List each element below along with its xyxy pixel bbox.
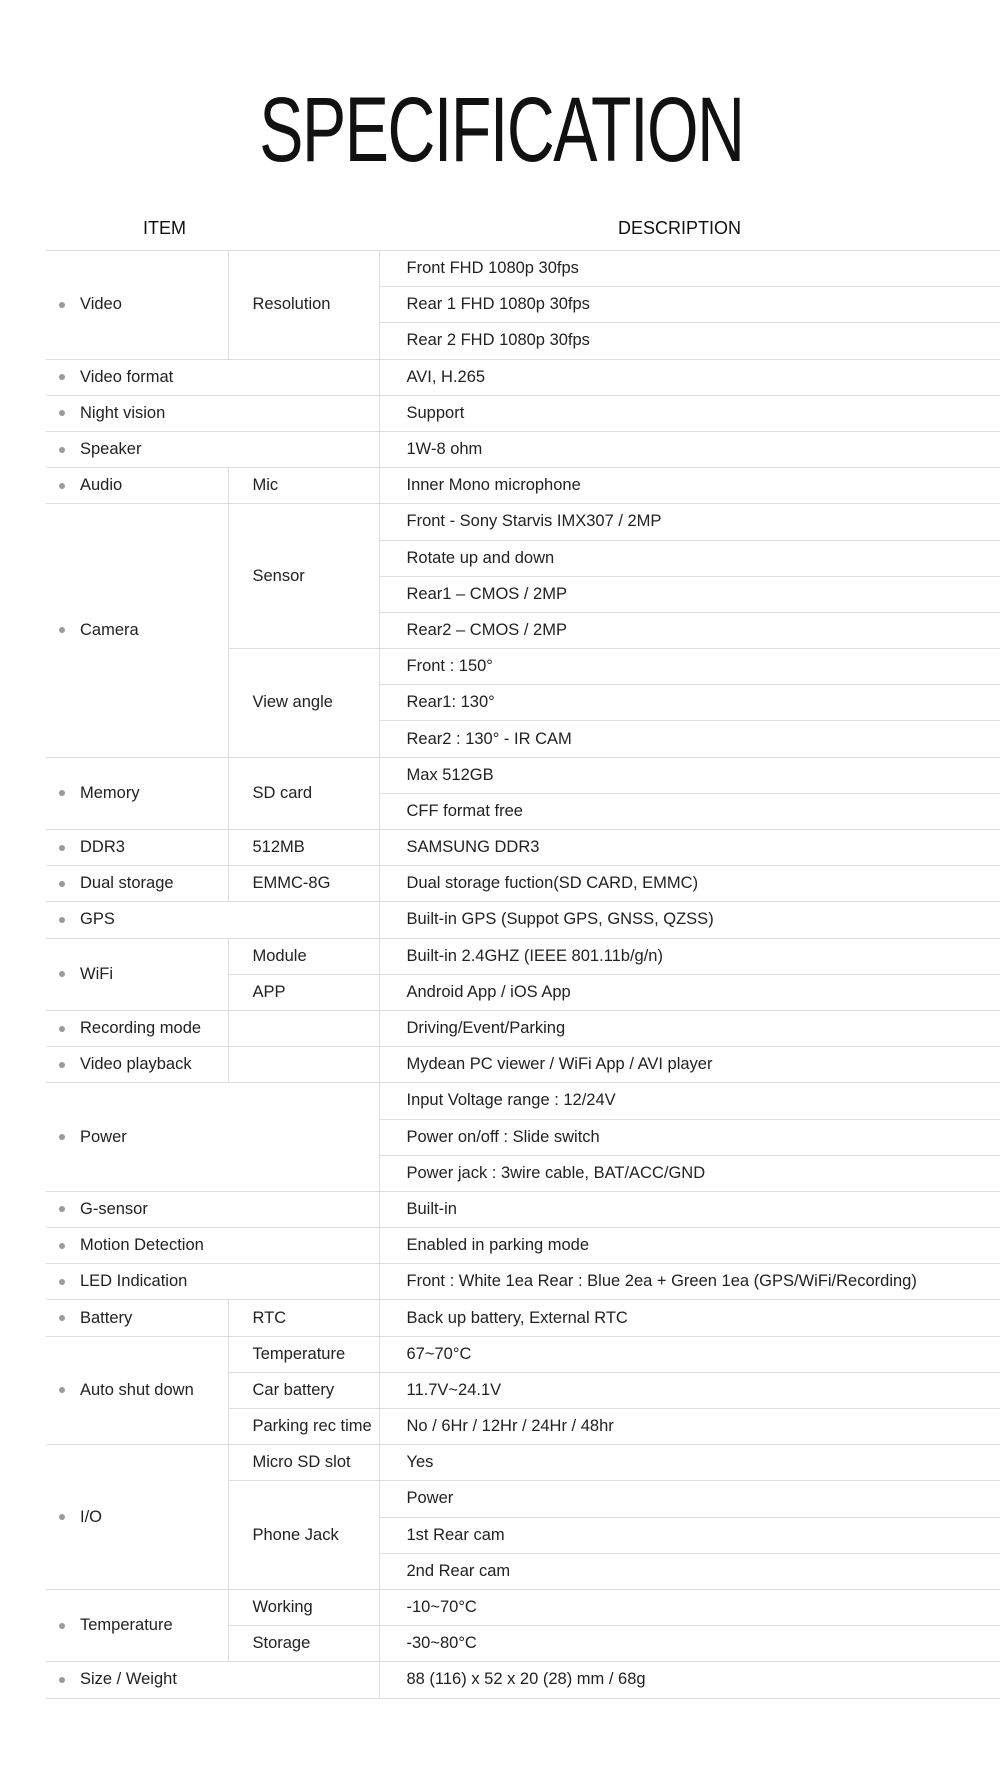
spec-item-label: Video	[46, 251, 228, 360]
spec-description: Inner Mono microphone	[379, 468, 1000, 504]
spec-description: Front - Sony Starvis IMX307 / 2MP	[379, 504, 1000, 540]
table-row	[46, 1047, 1000, 1083]
spec-description: Power on/off : Slide switch	[379, 1119, 1000, 1155]
spec-subitem-label: View angle	[228, 649, 379, 758]
spec-description: Max 512GB	[379, 757, 1000, 793]
spec-description: Power	[379, 1481, 1000, 1517]
spec-description: Rear1 – CMOS / 2MP	[379, 576, 1000, 612]
description-column-header: DESCRIPTION	[618, 218, 742, 238]
table-row	[46, 1589, 1000, 1625]
spec-description: Front : 150°	[379, 649, 1000, 685]
spec-item-label: Video format	[46, 359, 379, 395]
spec-description: 1W-8 ohm	[379, 431, 1000, 467]
spec-description: SAMSUNG DDR3	[379, 830, 1000, 866]
spec-subitem-label: Module	[228, 938, 379, 974]
spec-item-label: GPS	[46, 902, 379, 938]
spec-item-label: G-sensor	[46, 1191, 379, 1227]
spec-description: 1st Rear cam	[379, 1517, 1000, 1553]
spec-subitem-label: 512MB	[228, 830, 379, 866]
spec-subitem-label: Temperature	[228, 1336, 379, 1372]
spec-item-label: Memory	[46, 757, 228, 829]
specification-table	[46, 250, 1000, 1699]
spec-description: 88 (116) x 52 x 20 (28) mm / 68g	[379, 1662, 1000, 1698]
spec-description: Rotate up and down	[379, 540, 1000, 576]
spec-description: Front : White 1ea Rear : Blue 2ea + Green 1ea (GPS/WiFi/Recording)	[379, 1264, 1000, 1300]
spec-description: Rear1: 130°	[379, 685, 1000, 721]
spec-description: 11.7V~24.1V	[379, 1372, 1000, 1408]
spec-subitem-label: Working	[228, 1589, 379, 1625]
spec-subitem-label: Sensor	[228, 504, 379, 649]
spec-description: Built-in	[379, 1191, 1000, 1227]
table-row	[46, 395, 1000, 431]
table-row	[46, 1264, 1000, 1300]
spec-item-label: Audio	[46, 468, 228, 504]
spec-description: Rear2 – CMOS / 2MP	[379, 612, 1000, 648]
spec-subitem-label: Parking rec time	[228, 1409, 379, 1445]
item-column-header: ITEM	[143, 218, 186, 238]
spec-item-label: Video playback	[46, 1047, 228, 1083]
table-row	[46, 504, 1000, 540]
table-row	[46, 902, 1000, 938]
spec-description: Mydean PC viewer / WiFi App / AVI player	[379, 1047, 1000, 1083]
spec-item-label: WiFi	[46, 938, 228, 1010]
spec-subitem-label	[228, 1047, 379, 1083]
table-row	[46, 359, 1000, 395]
spec-description: Yes	[379, 1445, 1000, 1481]
spec-description: AVI, H.265	[379, 359, 1000, 395]
spec-subitem-label: Mic	[228, 468, 379, 504]
spec-description: Rear2 : 130° - IR CAM	[379, 721, 1000, 757]
spec-item-label: Size / Weight	[46, 1662, 379, 1698]
spec-subitem-label: Storage	[228, 1626, 379, 1662]
spec-description: Dual storage fuction(SD CARD, EMMC)	[379, 866, 1000, 902]
spec-subitem-label: Micro SD slot	[228, 1445, 379, 1481]
spec-subitem-label: Phone Jack	[228, 1481, 379, 1590]
table-row	[46, 1336, 1000, 1372]
spec-description: Power jack : 3wire cable, BAT/ACC/GND	[379, 1155, 1000, 1191]
spec-item-label: Motion Detection	[46, 1228, 379, 1264]
spec-description: Built-in 2.4GHZ (IEEE 801.11b/g/n)	[379, 938, 1000, 974]
table-row	[46, 251, 1000, 287]
table-row	[46, 1191, 1000, 1227]
spec-description: CFF format free	[379, 793, 1000, 829]
spec-item-label: Camera	[46, 504, 228, 757]
spec-item-label: Battery	[46, 1300, 228, 1336]
spec-subitem-label: APP	[228, 974, 379, 1010]
table-row	[46, 1083, 1000, 1119]
spec-description: -30~80°C	[379, 1626, 1000, 1662]
spec-subitem-label: EMMC-8G	[228, 866, 379, 902]
specification-table-body	[46, 251, 1000, 1699]
table-row	[46, 938, 1000, 974]
spec-subitem-label	[228, 1010, 379, 1046]
spec-description: No / 6Hr / 12Hr / 24Hr / 48hr	[379, 1409, 1000, 1445]
table-row	[46, 757, 1000, 793]
spec-description: Input Voltage range : 12/24V	[379, 1083, 1000, 1119]
table-row	[46, 1662, 1000, 1698]
spec-description: Front FHD 1080p 30fps	[379, 251, 1000, 287]
spec-description: Android App / iOS App	[379, 974, 1000, 1010]
spec-item-label: Power	[46, 1083, 379, 1192]
spec-item-label: Dual storage	[46, 866, 228, 902]
table-row	[46, 1445, 1000, 1481]
table-row	[46, 468, 1000, 504]
spec-description: -10~70°C	[379, 1589, 1000, 1625]
page-title: SPECIFICATION	[259, 79, 744, 181]
spec-description: 2nd Rear cam	[379, 1553, 1000, 1589]
spec-description: Back up battery, External RTC	[379, 1300, 1000, 1336]
table-row	[46, 1300, 1000, 1336]
table-row	[46, 830, 1000, 866]
spec-item-label: LED Indication	[46, 1264, 379, 1300]
spec-subitem-label: Car battery	[228, 1372, 379, 1408]
spec-item-label: Night vision	[46, 395, 379, 431]
table-row	[46, 431, 1000, 467]
spec-description: Rear 1 FHD 1080p 30fps	[379, 287, 1000, 323]
spec-item-label: Temperature	[46, 1589, 228, 1661]
spec-subitem-label: RTC	[228, 1300, 379, 1336]
table-row	[46, 866, 1000, 902]
spec-description: Built-in GPS (Suppot GPS, GNSS, QZSS)	[379, 902, 1000, 938]
table-row	[46, 1010, 1000, 1046]
spec-subitem-label: Resolution	[228, 251, 379, 360]
spec-description: 67~70°C	[379, 1336, 1000, 1372]
spec-item-label: Speaker	[46, 431, 379, 467]
spec-description: Rear 2 FHD 1080p 30fps	[379, 323, 1000, 359]
spec-subitem-label: SD card	[228, 757, 379, 829]
spec-description: Driving/Event/Parking	[379, 1010, 1000, 1046]
spec-item-label: DDR3	[46, 830, 228, 866]
spec-item-label: I/O	[46, 1445, 228, 1590]
table-row	[46, 1228, 1000, 1264]
spec-item-label: Recording mode	[46, 1010, 228, 1046]
spec-description: Enabled in parking mode	[379, 1228, 1000, 1264]
spec-item-label: Auto shut down	[46, 1336, 228, 1445]
spec-description: Support	[379, 395, 1000, 431]
